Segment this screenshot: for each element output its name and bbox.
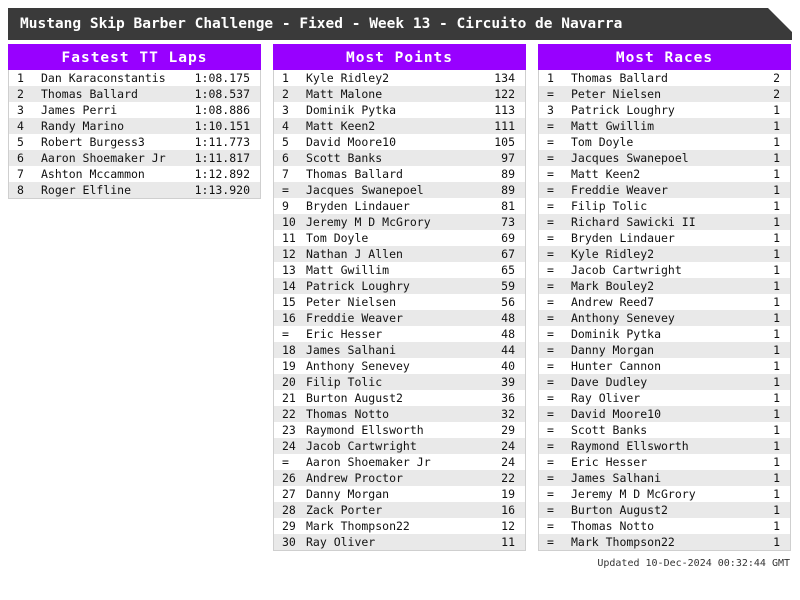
row-value: 1	[773, 359, 780, 373]
row-position: 5	[282, 135, 289, 149]
panel-rows	[273, 70, 526, 551]
updated-timestamp: Updated 10-Dec-2024 00:32:44 GMT	[597, 558, 790, 569]
row-position: =	[547, 199, 554, 213]
row-position: =	[547, 359, 554, 373]
table-row	[274, 470, 525, 486]
row-value: 113	[494, 103, 515, 117]
row-driver-name: Dan Karaconstantis	[41, 71, 166, 85]
row-value: 1	[773, 167, 780, 181]
table-row	[274, 486, 525, 502]
row-position: 6	[17, 151, 24, 165]
row-position: =	[547, 263, 554, 277]
row-value: 1:08.886	[194, 103, 250, 117]
row-driver-name: Richard Sawicki II	[571, 215, 696, 229]
row-value: 32	[501, 407, 515, 421]
row-value: 1	[773, 183, 780, 197]
row-driver-name: Raymond Ellsworth	[571, 439, 689, 453]
row-value: 22	[501, 471, 515, 485]
table-row	[539, 358, 790, 374]
panel-title: Fastest TT Laps	[8, 44, 261, 70]
row-value: 1	[773, 519, 780, 533]
row-value: 1	[773, 311, 780, 325]
row-value: 36	[501, 391, 515, 405]
row-position: =	[547, 295, 554, 309]
row-position: 15	[282, 295, 296, 309]
row-value: 134	[494, 71, 515, 85]
table-row	[539, 422, 790, 438]
row-driver-name: Thomas Ballard	[306, 167, 403, 181]
row-driver-name: James Perri	[41, 103, 118, 117]
row-driver-name: Mark Bouley2	[571, 279, 655, 293]
row-position: =	[547, 119, 554, 133]
table-row	[274, 502, 525, 518]
row-value: 1	[773, 135, 780, 149]
table-row	[274, 198, 525, 214]
row-driver-name: Peter Nielsen	[306, 295, 397, 309]
row-driver-name: Jacob Cartwright	[306, 439, 417, 453]
row-driver-name: Burton August2	[571, 503, 668, 517]
row-position: 4	[17, 119, 24, 133]
table-row	[539, 102, 790, 118]
row-value: 1	[773, 455, 780, 469]
row-value: 2	[773, 71, 780, 85]
table-row	[539, 214, 790, 230]
row-value: 11	[501, 535, 515, 549]
table-row	[539, 278, 790, 294]
table-row	[539, 230, 790, 246]
row-position: =	[547, 407, 554, 421]
row-driver-name: Jeremy M D McGrory	[306, 215, 431, 229]
row-value: 1	[773, 327, 780, 341]
row-driver-name: Andrew Proctor	[306, 471, 403, 485]
row-value: 24	[501, 455, 515, 469]
row-position: 8	[17, 183, 24, 197]
panels-container	[8, 44, 792, 551]
row-driver-name: Danny Morgan	[306, 487, 390, 501]
row-value: 105	[494, 135, 515, 149]
row-position: 3	[17, 103, 24, 117]
row-driver-name: Danny Morgan	[571, 343, 655, 357]
row-position: 20	[282, 375, 296, 389]
row-driver-name: Thomas Notto	[571, 519, 655, 533]
table-row	[9, 166, 260, 182]
row-driver-name: Jacques Swanepoel	[571, 151, 689, 165]
row-value: 1	[773, 487, 780, 501]
row-position: =	[547, 375, 554, 389]
table-row	[539, 262, 790, 278]
row-driver-name: Mark Thompson22	[306, 519, 410, 533]
table-row	[274, 150, 525, 166]
table-row	[539, 534, 790, 550]
row-driver-name: James Salhani	[571, 471, 662, 485]
row-driver-name: Bryden Lindauer	[571, 231, 675, 245]
row-driver-name: Eric Hesser	[571, 455, 648, 469]
row-driver-name: Jeremy M D McGrory	[571, 487, 696, 501]
table-row	[9, 182, 260, 198]
row-driver-name: Anthony Senevey	[571, 311, 675, 325]
panel-rows	[8, 70, 261, 199]
row-driver-name: Aaron Shoemaker Jr	[41, 151, 166, 165]
row-position: =	[547, 327, 554, 341]
row-value: 81	[501, 199, 515, 213]
row-position: 13	[282, 263, 296, 277]
row-driver-name: Matt Gwillim	[306, 263, 390, 277]
table-row	[274, 118, 525, 134]
row-position: 28	[282, 503, 296, 517]
row-driver-name: Dominik Pytka	[571, 327, 662, 341]
row-driver-name: Jacob Cartwright	[571, 263, 682, 277]
row-driver-name: Thomas Notto	[306, 407, 390, 421]
row-position: =	[547, 247, 554, 261]
table-row	[9, 86, 260, 102]
row-position: 2	[282, 87, 289, 101]
table-row	[9, 134, 260, 150]
row-value: 1	[773, 247, 780, 261]
table-row	[274, 214, 525, 230]
table-row	[539, 294, 790, 310]
table-row	[539, 182, 790, 198]
row-value: 1	[773, 263, 780, 277]
row-position: 21	[282, 391, 296, 405]
row-value: 29	[501, 423, 515, 437]
row-position: 27	[282, 487, 296, 501]
row-position: =	[282, 183, 289, 197]
table-row	[274, 358, 525, 374]
title-bar	[8, 8, 792, 40]
row-value: 1:11.817	[194, 151, 250, 165]
row-position: 26	[282, 471, 296, 485]
row-driver-name: Ray Oliver	[306, 535, 376, 549]
row-position: 18	[282, 343, 296, 357]
table-row	[274, 438, 525, 454]
table-row	[274, 518, 525, 534]
table-row	[539, 518, 790, 534]
row-position: =	[547, 391, 554, 405]
row-position: 29	[282, 519, 296, 533]
row-value: 1	[773, 199, 780, 213]
table-row	[274, 246, 525, 262]
page-title: Mustang Skip Barber Challenge - Fixed - Week 13 - Circuito de Navarra	[20, 16, 623, 32]
row-value: 1:13.920	[194, 183, 250, 197]
row-driver-name: Kyle Ridley2	[306, 71, 390, 85]
panel-title: Most Points	[273, 44, 526, 70]
table-row	[274, 294, 525, 310]
row-driver-name: Nathan J Allen	[306, 247, 403, 261]
row-position: =	[547, 455, 554, 469]
row-driver-name: Matt Malone	[306, 87, 383, 101]
row-position: =	[547, 535, 554, 549]
row-position: =	[547, 151, 554, 165]
row-driver-name: Filip Tolic	[571, 199, 648, 213]
table-row	[274, 406, 525, 422]
table-row	[274, 374, 525, 390]
row-position: =	[547, 231, 554, 245]
row-driver-name: Mark Thompson22	[571, 535, 675, 549]
table-row	[539, 374, 790, 390]
row-value: 56	[501, 295, 515, 309]
row-value: 89	[501, 183, 515, 197]
row-value: 69	[501, 231, 515, 245]
table-row	[9, 70, 260, 86]
table-row	[274, 102, 525, 118]
row-position: 9	[282, 199, 289, 213]
row-driver-name: Thomas Ballard	[571, 71, 668, 85]
row-value: 67	[501, 247, 515, 261]
row-position: 1	[282, 71, 289, 85]
row-value: 2	[773, 87, 780, 101]
table-row	[9, 102, 260, 118]
row-position: 7	[282, 167, 289, 181]
table-row	[274, 182, 525, 198]
row-position: =	[547, 519, 554, 533]
row-value: 1	[773, 535, 780, 549]
row-driver-name: Freddie Weaver	[571, 183, 668, 197]
table-row	[274, 262, 525, 278]
row-value: 19	[501, 487, 515, 501]
row-position: 14	[282, 279, 296, 293]
table-row	[539, 326, 790, 342]
row-driver-name: Anthony Senevey	[306, 359, 410, 373]
table-row	[274, 342, 525, 358]
row-value: 65	[501, 263, 515, 277]
row-position: 2	[17, 87, 24, 101]
row-position: =	[282, 327, 289, 341]
row-value: 1:12.892	[194, 167, 250, 181]
row-driver-name: Roger Elfline	[41, 183, 132, 197]
row-value: 48	[501, 311, 515, 325]
row-driver-name: David Moore10	[306, 135, 397, 149]
table-row	[539, 166, 790, 182]
row-driver-name: Dave Dudley	[571, 375, 648, 389]
row-driver-name: Freddie Weaver	[306, 311, 403, 325]
row-driver-name: Matt Gwillim	[571, 119, 655, 133]
table-row	[539, 390, 790, 406]
row-value: 16	[501, 503, 515, 517]
row-position: =	[547, 343, 554, 357]
row-position: =	[547, 135, 554, 149]
row-driver-name: Burton August2	[306, 391, 403, 405]
table-row	[9, 150, 260, 166]
panel-most-races	[538, 44, 791, 551]
row-position: =	[547, 503, 554, 517]
row-position: 23	[282, 423, 296, 437]
row-position: 4	[282, 119, 289, 133]
row-value: 122	[494, 87, 515, 101]
row-value: 1	[773, 471, 780, 485]
row-position: 3	[547, 103, 554, 117]
row-value: 12	[501, 519, 515, 533]
row-value: 97	[501, 151, 515, 165]
row-driver-name: James Salhani	[306, 343, 397, 357]
table-row	[274, 326, 525, 342]
row-position: =	[547, 311, 554, 325]
row-value: 1	[773, 103, 780, 117]
row-position: 11	[282, 231, 296, 245]
panel-most-points	[273, 44, 526, 551]
row-value: 1	[773, 423, 780, 437]
row-driver-name: Zack Porter	[306, 503, 383, 517]
row-position: 16	[282, 311, 296, 325]
row-value: 1	[773, 407, 780, 421]
row-driver-name: Andrew Reed7	[571, 295, 655, 309]
row-position: =	[547, 439, 554, 453]
table-row	[539, 198, 790, 214]
row-position: =	[547, 215, 554, 229]
row-driver-name: Eric Hesser	[306, 327, 383, 341]
row-driver-name: Ray Oliver	[571, 391, 641, 405]
table-row	[9, 118, 260, 134]
row-driver-name: Patrick Loughry	[306, 279, 410, 293]
row-value: 39	[501, 375, 515, 389]
row-value: 1	[773, 231, 780, 245]
row-position: 3	[282, 103, 289, 117]
row-driver-name: Peter Nielsen	[571, 87, 662, 101]
row-position: 22	[282, 407, 296, 421]
table-row	[274, 310, 525, 326]
row-driver-name: Tom Doyle	[571, 135, 634, 149]
table-row	[539, 486, 790, 502]
row-position: 19	[282, 359, 296, 373]
row-value: 1	[773, 503, 780, 517]
table-row	[539, 454, 790, 470]
table-row	[539, 70, 790, 86]
panel-rows	[538, 70, 791, 551]
row-value: 73	[501, 215, 515, 229]
row-position: 7	[17, 167, 24, 181]
table-row	[539, 406, 790, 422]
row-driver-name: Raymond Ellsworth	[306, 423, 424, 437]
row-position: 1	[17, 71, 24, 85]
row-position: =	[547, 487, 554, 501]
row-position: =	[547, 87, 554, 101]
row-value: 1	[773, 391, 780, 405]
panel-title: Most Races	[538, 44, 791, 70]
row-value: 1	[773, 439, 780, 453]
row-position: 5	[17, 135, 24, 149]
table-row	[274, 278, 525, 294]
row-value: 48	[501, 327, 515, 341]
table-row	[539, 502, 790, 518]
table-row	[539, 470, 790, 486]
row-value: 1:10.151	[194, 119, 250, 133]
row-driver-name: Bryden Lindauer	[306, 199, 410, 213]
row-driver-name: Ashton Mccammon	[41, 167, 145, 181]
row-driver-name: Jacques Swanepoel	[306, 183, 424, 197]
row-position: =	[547, 279, 554, 293]
row-driver-name: Kyle Ridley2	[571, 247, 655, 261]
row-driver-name: Filip Tolic	[306, 375, 383, 389]
row-driver-name: Tom Doyle	[306, 231, 369, 245]
table-row	[539, 246, 790, 262]
row-value: 1:08.537	[194, 87, 250, 101]
table-row	[274, 454, 525, 470]
row-position: =	[547, 167, 554, 181]
table-row	[274, 534, 525, 550]
row-value: 40	[501, 359, 515, 373]
row-driver-name: Randy Marino	[41, 119, 125, 133]
table-row	[274, 230, 525, 246]
row-driver-name: Matt Keen2	[306, 119, 376, 133]
row-driver-name: Robert Burgess3	[41, 135, 145, 149]
row-driver-name: Dominik Pytka	[306, 103, 397, 117]
row-driver-name: Scott Banks	[571, 423, 648, 437]
row-position: 10	[282, 215, 296, 229]
table-row	[274, 422, 525, 438]
row-driver-name: Thomas Ballard	[41, 87, 138, 101]
row-driver-name: Matt Keen2	[571, 167, 641, 181]
row-driver-name: Aaron Shoemaker Jr	[306, 455, 431, 469]
row-value: 1	[773, 215, 780, 229]
table-row	[539, 134, 790, 150]
row-value: 111	[494, 119, 515, 133]
table-row	[539, 150, 790, 166]
table-row	[274, 390, 525, 406]
table-row	[539, 118, 790, 134]
row-position: 6	[282, 151, 289, 165]
row-value: 1	[773, 151, 780, 165]
table-row	[539, 342, 790, 358]
table-row	[539, 438, 790, 454]
row-driver-name: Scott Banks	[306, 151, 383, 165]
row-driver-name: Patrick Loughry	[571, 103, 675, 117]
row-value: 1	[773, 119, 780, 133]
row-position: 1	[547, 71, 554, 85]
row-value: 1	[773, 279, 780, 293]
row-position: =	[547, 423, 554, 437]
row-value: 89	[501, 167, 515, 181]
panel-fastest-tt-laps	[8, 44, 261, 551]
table-row	[274, 86, 525, 102]
row-position: 30	[282, 535, 296, 549]
table-row	[539, 310, 790, 326]
table-row	[539, 86, 790, 102]
row-driver-name: Hunter Cannon	[571, 359, 662, 373]
row-value: 1	[773, 295, 780, 309]
row-value: 24	[501, 439, 515, 453]
row-position: =	[547, 471, 554, 485]
row-position: 24	[282, 439, 296, 453]
table-row	[274, 70, 525, 86]
row-value: 1	[773, 343, 780, 357]
row-value: 44	[501, 343, 515, 357]
row-value: 1	[773, 375, 780, 389]
row-value: 1:11.773	[194, 135, 250, 149]
row-driver-name: David Moore10	[571, 407, 662, 421]
row-position: 12	[282, 247, 296, 261]
row-value: 1:08.175	[194, 71, 250, 85]
row-value: 59	[501, 279, 515, 293]
row-position: =	[282, 455, 289, 469]
table-row	[274, 134, 525, 150]
row-position: =	[547, 183, 554, 197]
table-row	[274, 166, 525, 182]
